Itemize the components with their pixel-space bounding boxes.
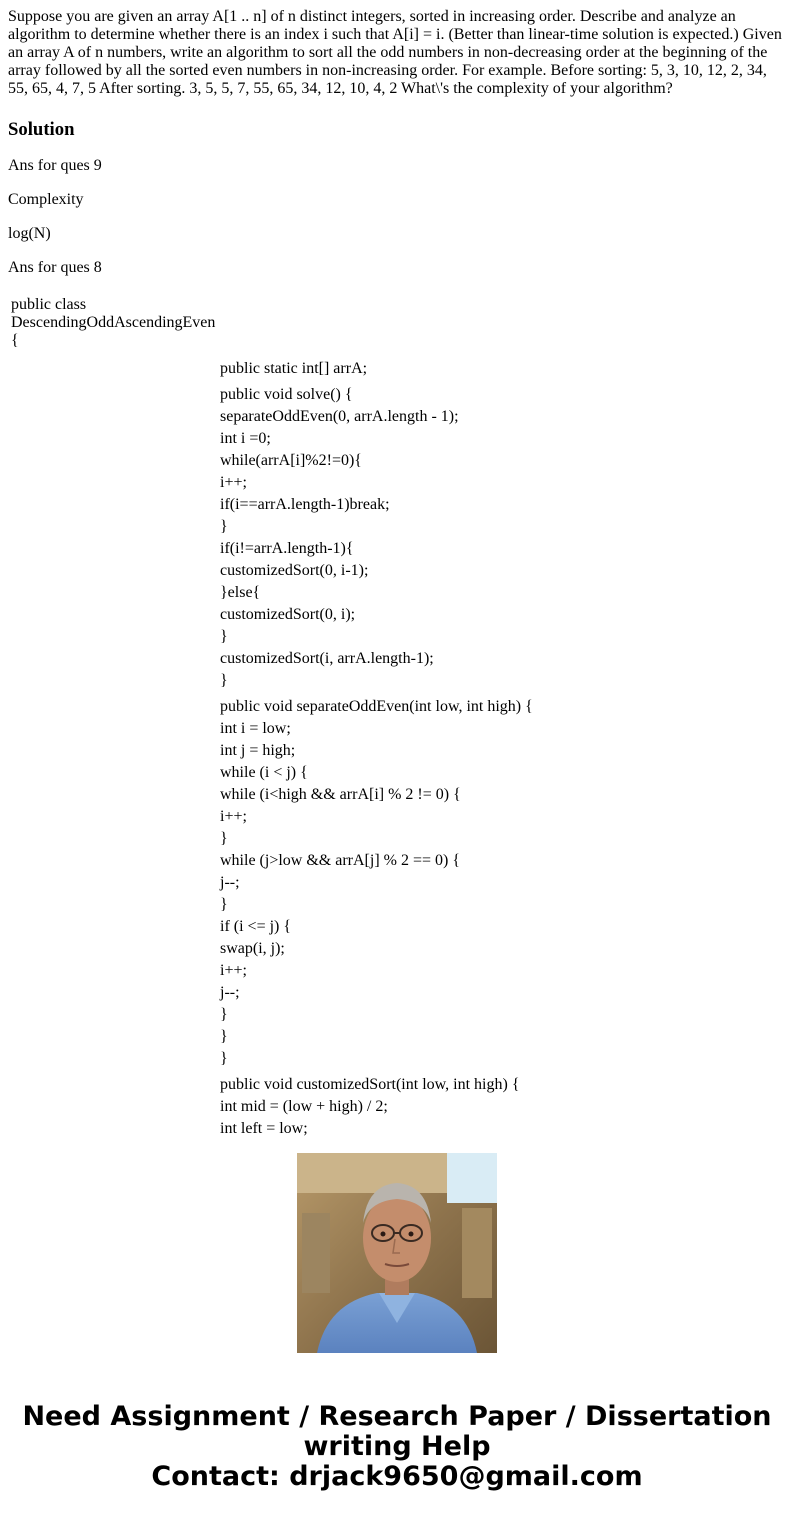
solution-heading: Solution (8, 119, 75, 140)
code-line: j--; (220, 874, 240, 891)
complexity-value: log(N) (8, 225, 51, 242)
code-line: customizedSort(i, arrA.length-1); (220, 650, 434, 667)
code-line: } (220, 896, 228, 913)
document-body (8, 8, 786, 277)
code-line: if(i==arrA.length-1)break; (220, 496, 390, 513)
code-line: separateOddEven(0, arrA.length - 1); (220, 408, 459, 425)
code-line: } (220, 672, 228, 689)
answer-8-label: Ans for ques 8 (8, 259, 102, 276)
code-line: while(arrA[i]%2!=0){ (220, 452, 362, 469)
code-line: if(i!=arrA.length-1){ (220, 540, 354, 557)
complexity-label: Complexity (8, 191, 84, 208)
code-line: int mid = (low + high) / 2; (220, 1098, 388, 1115)
footer-line-2: writing Help (303, 1431, 491, 1462)
code-line: customizedSort(0, i-1); (220, 562, 369, 579)
code-line: swap(i, j); (220, 940, 285, 957)
code-line: }else{ (220, 584, 261, 601)
code-block (220, 1074, 780, 1140)
code-line: public static int[] arrA; (220, 360, 368, 377)
code-line: } (220, 1028, 228, 1045)
code-line: while (i < j) { (220, 764, 308, 781)
code-body (220, 358, 780, 1144)
footer-banner (0, 1402, 794, 1492)
code-line: int i = low; (220, 720, 291, 737)
code-line: } (220, 628, 228, 645)
code-line: } (220, 830, 228, 847)
question-text: Suppose you are given an array A[1 .. n] of n distinct integers, sorted in increasing order. Describe and analyze an algorithm to determine whether there is an index i such that A[i] = i. (Better than linear-time solution is expected.) Given an array A of n numbers, write an algorithm to sort all the odd numbers in non-decreasing order at the beginning of the array followed by all the sorted even numbers in non-increasing order. For example. Before sorting: 5, 3, 10, 12, 2, 34, 55, 65, 4, 7, 5 After sorting. 3, 5, 5, 7, 55, 65, 34, 12, 10, 4, 2 What\'s the complexity of your algorithm? (8, 8, 782, 97)
code-line: int i =0; (220, 430, 271, 447)
code-line: j--; (220, 984, 240, 1001)
code-line: public void solve() { (220, 386, 353, 403)
code-line: public void customizedSort(int low, int high) { (220, 1076, 520, 1093)
code-line: int left = low; (220, 1120, 308, 1137)
code-listing (8, 292, 786, 1137)
class-declaration (11, 296, 221, 350)
code-line: } (220, 1050, 228, 1067)
answer-9-label: Ans for ques 9 (8, 157, 102, 174)
footer-line-1: Need Assignment / Research Paper / Dissertation (22, 1401, 772, 1432)
code-line: } (220, 518, 228, 535)
footer-contact: Contact: drjack9650@gmail.com (151, 1461, 643, 1492)
class-name-line: DescendingOddAscendingEven (11, 314, 216, 331)
code-line: } (220, 1006, 228, 1023)
code-line: i++; (220, 962, 247, 979)
code-line: i++; (220, 808, 247, 825)
code-line: while (i<high && arrA[i] % 2 != 0) { (220, 786, 461, 803)
author-avatar (297, 1153, 497, 1353)
class-keyword-line: public class (11, 296, 87, 313)
code-line: if (i <= j) { (220, 918, 292, 935)
code-line: i++; (220, 474, 247, 491)
code-line: public void separateOddEven(int low, int high) { (220, 698, 533, 715)
code-block (220, 358, 780, 380)
code-line: while (j>low && arrA[j] % 2 == 0) { (220, 852, 461, 869)
code-line: customizedSort(0, i); (220, 606, 356, 623)
code-block (220, 696, 780, 1070)
class-open-brace: { (11, 332, 19, 349)
code-line: int j = high; (220, 742, 296, 759)
author-portrait (297, 1153, 497, 1353)
code-block (220, 384, 780, 692)
